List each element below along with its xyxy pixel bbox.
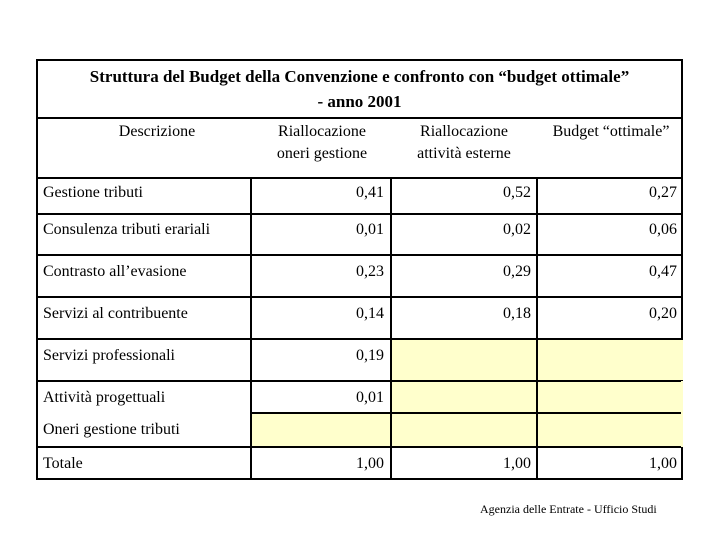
value-budget-ottimale: 0,47 [649,263,677,280]
header-riallocazione-oneri [252,121,392,165]
title-line-2: - anno 2001 [317,92,402,111]
value-oneri-gestione: 0,23 [356,263,384,280]
row-divider [38,338,681,340]
header-col2-line2: attività esterne [417,145,511,162]
value-oneri-gestione: 1,00 [356,455,384,472]
row-divider [38,213,681,215]
highlight-oneri-gestione [252,413,683,447]
value-attivita-esterne: 0,29 [503,263,531,280]
header-col2-line1: Riallocazione [420,123,508,140]
header-riallocazione-esterne [394,121,534,165]
column-divider [390,177,392,479]
value-budget-ottimale: 1,00 [649,455,677,472]
value-budget-ottimale: 0,06 [649,221,677,238]
row-label: Totale [43,455,83,472]
row-divider [252,412,681,414]
title-divider [38,117,681,119]
row-label: Contrasto all’evasione [43,263,187,280]
row-label: Servizi al contribuente [43,305,188,322]
header-descrizione: Descrizione [118,123,196,140]
row-label: Consulenza tributi erariali [43,221,211,238]
value-attivita-esterne: 0,52 [503,184,531,201]
header-col1-line1: Riallocazione [278,123,366,140]
row-label: Attività progettuali [43,389,166,406]
value-oneri-gestione: 0,41 [356,184,384,201]
header-budget-ottimale: Budget “ottimale” [552,123,670,140]
value-oneri-gestione: 0,19 [356,347,384,364]
value-oneri-gestione: 0,14 [356,305,384,322]
column-divider [250,177,252,479]
table-title [38,64,681,114]
row-divider [38,380,681,382]
value-oneri-gestione: 0,01 [356,389,384,406]
footer-source: Agenzia delle Entrate - Ufficio Studi [480,502,657,516]
row-divider [38,177,681,179]
row-divider [38,254,681,256]
header-col1-line2: oneri gestione [276,145,368,162]
value-budget-ottimale: 0,20 [649,305,677,322]
row-label: Servizi professionali [43,347,175,364]
value-attivita-esterne: 0,02 [503,221,531,238]
value-oneri-gestione: 0,01 [356,221,384,238]
row-label: Gestione tributi [43,184,143,201]
value-budget-ottimale: 0,27 [649,184,677,201]
title-line-1: Struttura del Budget della Convenzione e confronto con “budget ottimale” [89,67,630,86]
value-attivita-esterne: 1,00 [503,455,531,472]
row-label: Oneri gestione tributi [43,421,180,438]
row-divider [38,446,681,448]
column-divider [536,177,538,479]
value-attivita-esterne: 0,18 [503,305,531,322]
row-divider [38,296,681,298]
